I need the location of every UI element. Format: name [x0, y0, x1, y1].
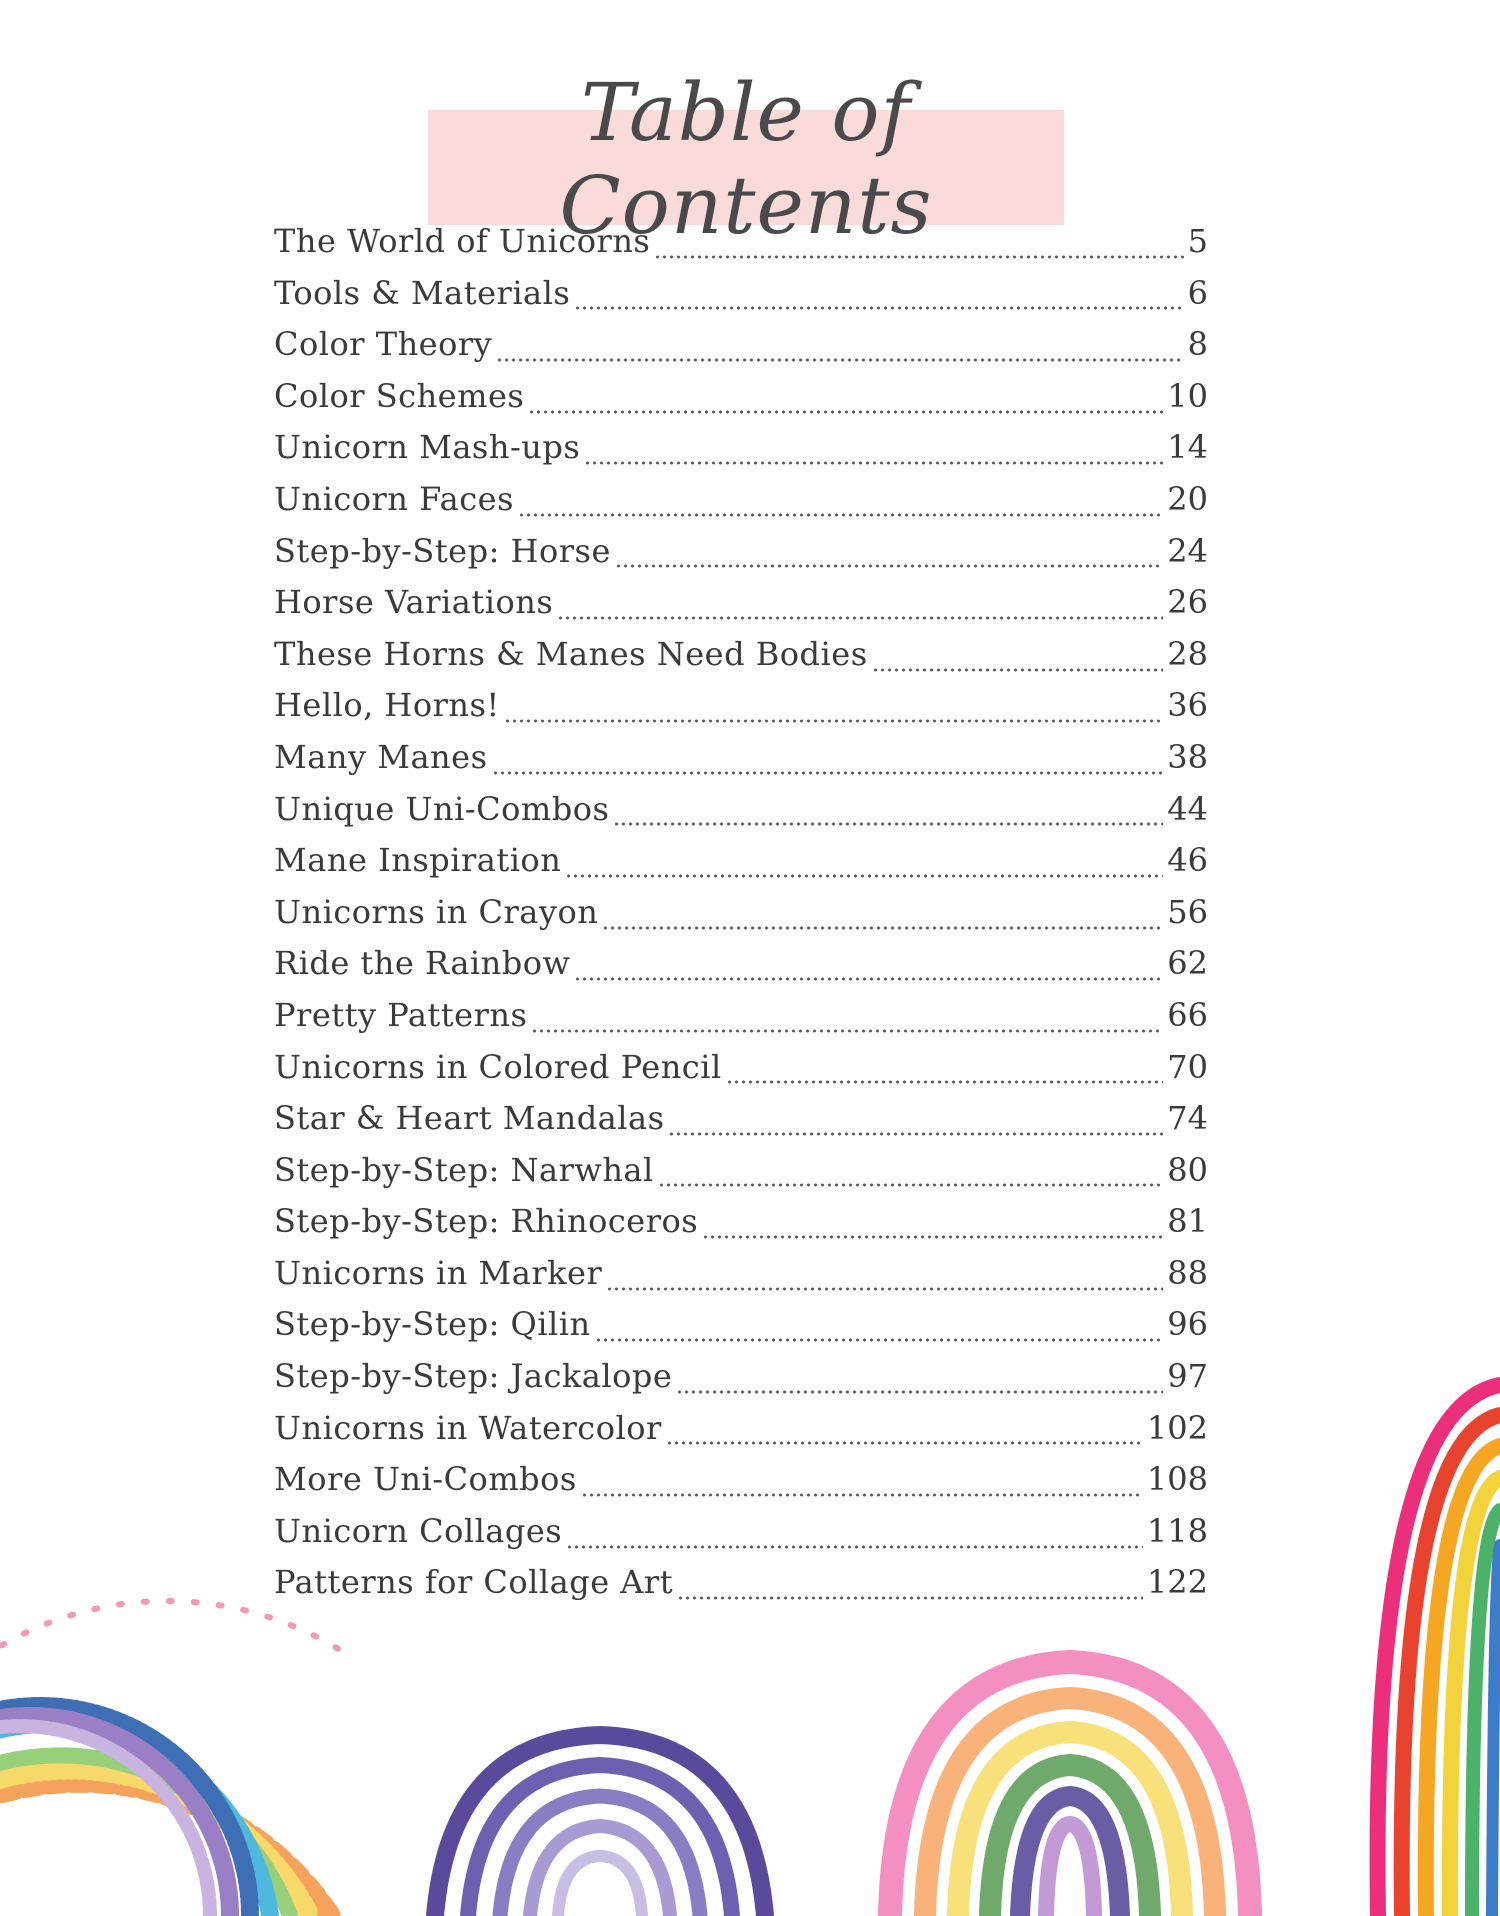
toc-entry-title: More Uni-Combos — [274, 1460, 577, 1499]
toc-entry-title: Tools & Materials — [274, 273, 571, 312]
dot-leader — [496, 358, 1183, 362]
dot-leader — [528, 410, 1163, 414]
toc-entry-title: Hello, Horns! — [274, 686, 500, 725]
toc-row — [274, 1409, 1208, 1461]
toc-entry-title: Unicorns in Marker — [274, 1253, 603, 1292]
toc-row — [274, 1305, 1208, 1357]
dot-leader — [574, 306, 1183, 310]
toc-entry-page: 122 — [1146, 1563, 1208, 1602]
toc-row — [274, 944, 1208, 996]
toc-entry-title: Ride the Rainbow — [274, 944, 571, 983]
toc-entry-page: 102 — [1146, 1408, 1208, 1447]
rainbow-left-illustration — [0, 1500, 380, 1916]
toc-entry-page: 10 — [1167, 376, 1208, 415]
dot-leader — [557, 616, 1163, 620]
dot-leader — [581, 1493, 1143, 1497]
toc-row — [274, 480, 1208, 532]
toc-row — [274, 1357, 1208, 1409]
dot-leader — [676, 1390, 1163, 1394]
toc-row — [274, 635, 1208, 687]
toc-row — [274, 738, 1208, 790]
toc-entry-page: 26 — [1167, 583, 1208, 622]
toc-entry-page: 36 — [1167, 686, 1208, 725]
toc-entry-page: 5 — [1187, 222, 1208, 260]
rainbow-vivid-illustration — [1360, 1370, 1500, 1916]
toc-row — [274, 841, 1208, 893]
toc-entry-page: 70 — [1167, 1047, 1208, 1086]
toc-row — [274, 222, 1208, 274]
dot-leader — [584, 461, 1163, 465]
dot-leader — [613, 822, 1163, 826]
toc-row — [274, 893, 1208, 945]
dot-leader — [602, 926, 1163, 930]
dot-leader — [654, 255, 1183, 259]
toc-entry-title: Unicorn Mash-ups — [274, 428, 581, 467]
toc-entry-title: Step-by-Step: Jackalope — [274, 1357, 673, 1396]
toc-entry-title: Patterns for Collage Art — [274, 1563, 674, 1602]
dot-leader — [702, 1235, 1163, 1239]
toc-entry-title: Unique Uni-Combos — [274, 789, 610, 828]
toc-entry-page: 38 — [1167, 737, 1208, 776]
dot-leader — [872, 668, 1164, 672]
dot-leader — [615, 564, 1163, 568]
toc-entry-title: These Horns & Manes Need Bodies — [274, 634, 868, 673]
dot-leader — [566, 1545, 1143, 1549]
toc-entry-page: 24 — [1167, 531, 1208, 570]
toc-row — [274, 1202, 1208, 1254]
rainbow-pastel-illustration — [870, 1640, 1270, 1916]
toc-entry-title: Color Schemes — [274, 376, 525, 415]
toc-entry-page: 62 — [1167, 944, 1208, 983]
toc-entry-title: Step-by-Step: Rhinoceros — [274, 1202, 699, 1241]
toc-entry-title: The World of Unicorns — [274, 222, 651, 260]
toc-entry-page: 20 — [1167, 479, 1208, 518]
toc-entry-page: 46 — [1167, 841, 1208, 880]
toc-row — [274, 790, 1208, 842]
toc-entry-page: 88 — [1167, 1253, 1208, 1292]
dot-leader — [677, 1596, 1143, 1600]
toc-row — [274, 377, 1208, 429]
toc-row — [274, 686, 1208, 738]
toc-entry-page: 80 — [1167, 1150, 1208, 1189]
toc-row — [274, 1512, 1208, 1564]
toc-entry-title: Unicorn Collages — [274, 1511, 563, 1550]
toc-entry-page: 96 — [1167, 1305, 1208, 1344]
toc-row — [274, 1048, 1208, 1100]
dot-leader — [574, 977, 1163, 981]
toc-entry-page: 44 — [1167, 789, 1208, 828]
toc-entry-title: Step-by-Step: Narwhal — [274, 1150, 654, 1189]
toc-row — [274, 274, 1208, 326]
toc-entry-title: Unicorns in Crayon — [274, 892, 599, 931]
toc-row — [274, 325, 1208, 377]
toc-entry-title: Horse Variations — [274, 583, 554, 622]
toc-entry-page: 8 — [1187, 325, 1208, 364]
toc-entry-page: 6 — [1187, 273, 1208, 312]
toc-row — [274, 583, 1208, 635]
toc-row — [274, 532, 1208, 584]
toc-entry-title: Pretty Patterns — [274, 995, 528, 1034]
toc-entry-page: 66 — [1167, 995, 1208, 1034]
toc-row — [274, 428, 1208, 480]
dot-leader — [606, 1287, 1163, 1291]
toc-entry-title: Unicorns in Colored Pencil — [274, 1047, 722, 1086]
dot-leader — [531, 1029, 1163, 1033]
toc-row — [274, 1460, 1208, 1512]
toc-row — [274, 1563, 1208, 1615]
toc-entry-title: Star & Heart Mandalas — [274, 1099, 665, 1138]
toc-entry-page: 81 — [1167, 1202, 1208, 1241]
dot-leader — [666, 1441, 1143, 1445]
dot-leader — [668, 1132, 1163, 1136]
dot-leader — [565, 874, 1163, 878]
toc-entry-title: Unicorns in Watercolor — [274, 1408, 662, 1447]
dot-leader — [518, 513, 1163, 517]
toc-entry-page: 56 — [1167, 892, 1208, 931]
toc-entry-title: Many Manes — [274, 737, 488, 776]
toc-entry-page: 97 — [1167, 1357, 1208, 1396]
toc-entry-title: Mane Inspiration — [274, 841, 562, 880]
toc-row — [274, 1151, 1208, 1203]
toc-row — [274, 1254, 1208, 1306]
toc-entry-page: 14 — [1167, 428, 1208, 467]
toc-entry-title: Color Theory — [274, 325, 493, 364]
dot-leader — [492, 771, 1164, 775]
toc-entry-title: Unicorn Faces — [274, 479, 514, 518]
table-of-contents — [274, 222, 1208, 1615]
page-title: Table of Contents — [559, 66, 933, 252]
dot-leader — [658, 1183, 1164, 1187]
dot-leader — [726, 1080, 1164, 1084]
dot-leader — [504, 719, 1164, 723]
toc-entry-page: 108 — [1146, 1460, 1208, 1499]
toc-row — [274, 1099, 1208, 1151]
rainbow-purple-illustration — [420, 1720, 780, 1916]
toc-entry-page: 118 — [1146, 1511, 1208, 1550]
dot-leader — [595, 1338, 1164, 1342]
toc-entry-page: 74 — [1167, 1099, 1208, 1138]
toc-entry-title: Step-by-Step: Horse — [274, 531, 611, 570]
toc-entry-title: Step-by-Step: Qilin — [274, 1305, 591, 1344]
toc-entry-page: 28 — [1167, 634, 1208, 673]
toc-row — [274, 996, 1208, 1048]
